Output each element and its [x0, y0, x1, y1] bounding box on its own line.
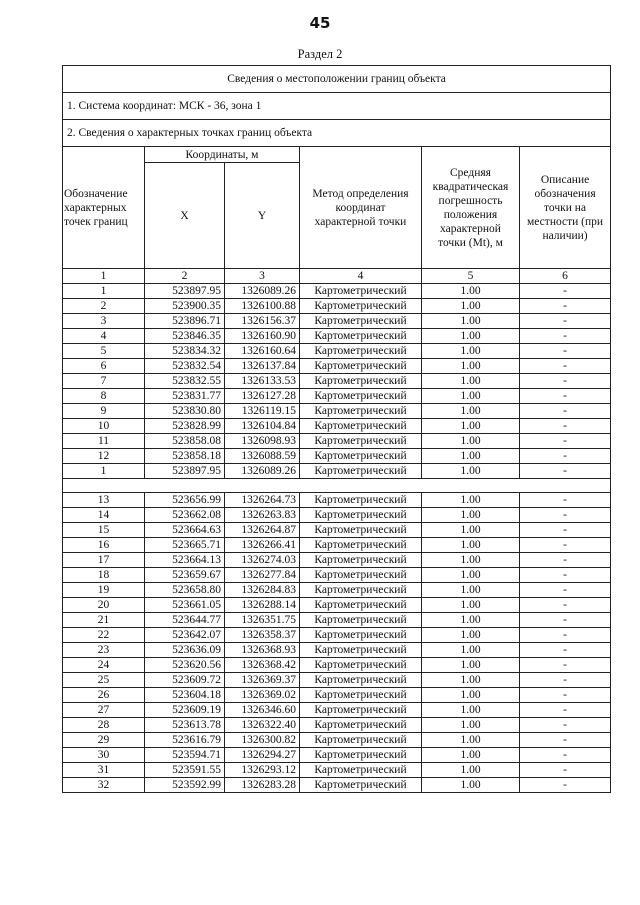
cell-y: 1326263.83	[225, 508, 300, 523]
cell-x: 523834.32	[145, 344, 225, 359]
cell-method: Картометрический	[300, 284, 422, 299]
cell-description: -	[520, 598, 611, 613]
page-number: 45	[309, 14, 331, 32]
cell-accuracy: 1.00	[422, 493, 520, 508]
cell-description: -	[520, 449, 611, 464]
cell-description: -	[520, 673, 611, 688]
cell-accuracy: 1.00	[422, 389, 520, 404]
cell-accuracy: 1.00	[422, 643, 520, 658]
cell-point-number: 27	[63, 703, 145, 718]
cell-method: Картометрический	[300, 329, 422, 344]
cell-y: 1326322.40	[225, 718, 300, 733]
table-row	[63, 538, 611, 553]
cell-accuracy: 1.00	[422, 359, 520, 374]
cell-description: -	[520, 748, 611, 763]
cell-method: Картометрический	[300, 568, 422, 583]
column-number: 6	[520, 269, 611, 284]
table-row	[63, 763, 611, 778]
column-number: 1	[63, 269, 145, 284]
cell-x: 523897.95	[145, 284, 225, 299]
cell-y: 1326266.41	[225, 538, 300, 553]
cell-y: 1326160.64	[225, 344, 300, 359]
cell-accuracy: 1.00	[422, 673, 520, 688]
cell-method: Картометрический	[300, 374, 422, 389]
cell-y: 1326284.83	[225, 583, 300, 598]
separator-cell	[63, 479, 611, 493]
cell-x: 523828.99	[145, 419, 225, 434]
cell-point-number: 3	[63, 314, 145, 329]
cell-accuracy: 1.00	[422, 523, 520, 538]
cell-y: 1326369.37	[225, 673, 300, 688]
cell-description: -	[520, 538, 611, 553]
cell-accuracy: 1.00	[422, 344, 520, 359]
cell-y: 1326156.37	[225, 314, 300, 329]
cell-method: Картометрический	[300, 583, 422, 598]
cell-x: 523832.54	[145, 359, 225, 374]
cell-y: 1326264.87	[225, 523, 300, 538]
cell-description: -	[520, 763, 611, 778]
cell-x: 523830.80	[145, 404, 225, 419]
cell-x: 523656.99	[145, 493, 225, 508]
cell-point-number: 18	[63, 568, 145, 583]
table-row	[63, 643, 611, 658]
cell-method: Картометрический	[300, 673, 422, 688]
cell-method: Картометрический	[300, 523, 422, 538]
table-row	[63, 508, 611, 523]
cell-accuracy: 1.00	[422, 449, 520, 464]
cell-y: 1326283.28	[225, 778, 300, 793]
cell-accuracy: 1.00	[422, 613, 520, 628]
cell-description: -	[520, 628, 611, 643]
cell-x: 523636.09	[145, 643, 225, 658]
cell-x: 523659.67	[145, 568, 225, 583]
cell-x: 523900.35	[145, 299, 225, 314]
cell-accuracy: 1.00	[422, 314, 520, 329]
cell-y: 1326160.90	[225, 329, 300, 344]
cell-x: 523858.18	[145, 449, 225, 464]
cell-point-number: 2	[63, 299, 145, 314]
header-x: X	[145, 163, 225, 269]
cell-x: 523609.19	[145, 703, 225, 718]
table-row	[63, 329, 611, 344]
cell-y: 1326368.93	[225, 643, 300, 658]
table-row	[63, 733, 611, 748]
cell-method: Картометрический	[300, 464, 422, 479]
cell-description: -	[520, 359, 611, 374]
cell-x: 523664.13	[145, 553, 225, 568]
cell-point-number: 8	[63, 389, 145, 404]
points-heading: 2. Сведения о характерных точках границ объекта	[63, 120, 611, 147]
table-row	[63, 628, 611, 643]
cell-point-number: 23	[63, 643, 145, 658]
cell-accuracy: 1.00	[422, 778, 520, 793]
cell-description: -	[520, 703, 611, 718]
table-row	[63, 359, 611, 374]
cell-method: Картометрический	[300, 314, 422, 329]
table-row	[63, 583, 611, 598]
table-row	[63, 688, 611, 703]
cell-point-number: 9	[63, 404, 145, 419]
boundary-points-table	[62, 65, 611, 793]
cell-method: Картометрический	[300, 688, 422, 703]
cell-description: -	[520, 643, 611, 658]
cell-method: Картометрический	[300, 344, 422, 359]
cell-method: Картометрический	[300, 493, 422, 508]
cell-description: -	[520, 434, 611, 449]
table-row	[63, 314, 611, 329]
cell-method: Картометрический	[300, 748, 422, 763]
cell-point-number: 12	[63, 449, 145, 464]
cell-accuracy: 1.00	[422, 508, 520, 523]
cell-method: Картометрический	[300, 538, 422, 553]
cell-description: -	[520, 658, 611, 673]
cell-accuracy: 1.00	[422, 628, 520, 643]
cell-description: -	[520, 688, 611, 703]
cell-y: 1326137.84	[225, 359, 300, 374]
cell-x: 523591.55	[145, 763, 225, 778]
header-accuracy: Средняя квадратическая погрешность положения характерной точки (Mt), м	[422, 147, 520, 269]
cell-y: 1326358.37	[225, 628, 300, 643]
cell-x: 523642.07	[145, 628, 225, 643]
cell-method: Картометрический	[300, 553, 422, 568]
cell-method: Картометрический	[300, 613, 422, 628]
table-row	[63, 718, 611, 733]
cell-accuracy: 1.00	[422, 583, 520, 598]
cell-y: 1326264.73	[225, 493, 300, 508]
table-title: Сведения о местоположении границ объекта	[63, 66, 611, 93]
table-row	[63, 284, 611, 299]
cell-y: 1326133.53	[225, 374, 300, 389]
table-row	[63, 464, 611, 479]
cell-method: Картометрический	[300, 359, 422, 374]
table-row	[63, 748, 611, 763]
cell-description: -	[520, 508, 611, 523]
cell-point-number: 4	[63, 329, 145, 344]
cell-point-number: 1	[63, 284, 145, 299]
cell-method: Картометрический	[300, 718, 422, 733]
cell-description: -	[520, 493, 611, 508]
cell-y: 1326088.59	[225, 449, 300, 464]
cell-x: 523832.55	[145, 374, 225, 389]
cell-x: 523644.77	[145, 613, 225, 628]
cell-x: 523896.71	[145, 314, 225, 329]
cell-y: 1326100.88	[225, 299, 300, 314]
cell-accuracy: 1.00	[422, 419, 520, 434]
cell-y: 1326277.84	[225, 568, 300, 583]
cell-method: Картометрический	[300, 643, 422, 658]
cell-accuracy: 1.00	[422, 568, 520, 583]
cell-point-number: 1	[63, 464, 145, 479]
header-method: Метод определения координат характерной точки	[300, 147, 422, 269]
cell-method: Картометрический	[300, 419, 422, 434]
table-row	[63, 449, 611, 464]
section-label: Раздел 2	[297, 47, 343, 61]
cell-description: -	[520, 583, 611, 598]
table-row	[63, 673, 611, 688]
cell-accuracy: 1.00	[422, 299, 520, 314]
cell-point-number: 28	[63, 718, 145, 733]
cell-accuracy: 1.00	[422, 598, 520, 613]
cell-accuracy: 1.00	[422, 434, 520, 449]
cell-description: -	[520, 419, 611, 434]
cell-method: Картометрический	[300, 598, 422, 613]
cell-y: 1326288.14	[225, 598, 300, 613]
cell-point-number: 25	[63, 673, 145, 688]
cell-x: 523594.71	[145, 748, 225, 763]
cell-description: -	[520, 568, 611, 583]
cell-y: 1326098.93	[225, 434, 300, 449]
cell-accuracy: 1.00	[422, 404, 520, 419]
cell-point-number: 31	[63, 763, 145, 778]
cell-point-number: 19	[63, 583, 145, 598]
cell-point-number: 15	[63, 523, 145, 538]
cell-y: 1326368.42	[225, 658, 300, 673]
cell-description: -	[520, 314, 611, 329]
cell-description: -	[520, 733, 611, 748]
table-row	[63, 613, 611, 628]
cell-y: 1326104.84	[225, 419, 300, 434]
table-row	[63, 389, 611, 404]
cell-method: Картометрический	[300, 508, 422, 523]
cell-accuracy: 1.00	[422, 284, 520, 299]
table-row	[63, 778, 611, 793]
cell-y: 1326294.27	[225, 748, 300, 763]
cell-x: 523665.71	[145, 538, 225, 553]
cell-description: -	[520, 284, 611, 299]
table-row	[63, 374, 611, 389]
cell-point-number: 32	[63, 778, 145, 793]
cell-y: 1326351.75	[225, 613, 300, 628]
cell-description: -	[520, 404, 611, 419]
table-row	[63, 553, 611, 568]
cell-y: 1326293.12	[225, 763, 300, 778]
cell-method: Картометрический	[300, 658, 422, 673]
cell-point-number: 10	[63, 419, 145, 434]
cell-description: -	[520, 374, 611, 389]
column-number: 5	[422, 269, 520, 284]
cell-description: -	[520, 613, 611, 628]
coordinate-system: 1. Система координат: МСК - 36, зона 1	[63, 93, 611, 120]
cell-description: -	[520, 329, 611, 344]
cell-method: Картометрический	[300, 299, 422, 314]
table-row	[63, 299, 611, 314]
column-numbers-row	[63, 269, 611, 284]
cell-point-number: 17	[63, 553, 145, 568]
cell-point-number: 14	[63, 508, 145, 523]
cell-method: Картометрический	[300, 449, 422, 464]
cell-accuracy: 1.00	[422, 538, 520, 553]
cell-y: 1326119.15	[225, 404, 300, 419]
cell-y: 1326300.82	[225, 733, 300, 748]
cell-point-number: 26	[63, 688, 145, 703]
cell-point-number: 7	[63, 374, 145, 389]
table-row	[63, 493, 611, 508]
cell-y: 1326369.02	[225, 688, 300, 703]
cell-x: 523661.05	[145, 598, 225, 613]
cell-accuracy: 1.00	[422, 464, 520, 479]
cell-description: -	[520, 523, 611, 538]
header-designation: Обозначение характерных точек границ	[63, 147, 145, 269]
cell-method: Картометрический	[300, 389, 422, 404]
cell-x: 523620.56	[145, 658, 225, 673]
cell-method: Картометрический	[300, 763, 422, 778]
cell-x: 523664.63	[145, 523, 225, 538]
cell-point-number: 22	[63, 628, 145, 643]
cell-description: -	[520, 299, 611, 314]
column-number: 2	[145, 269, 225, 284]
cell-method: Картометрический	[300, 404, 422, 419]
cell-method: Картометрический	[300, 628, 422, 643]
cell-method: Картометрический	[300, 778, 422, 793]
cell-description: -	[520, 389, 611, 404]
cell-x: 523616.79	[145, 733, 225, 748]
table-row	[63, 419, 611, 434]
cell-accuracy: 1.00	[422, 329, 520, 344]
cell-accuracy: 1.00	[422, 733, 520, 748]
cell-point-number: 30	[63, 748, 145, 763]
table-row	[63, 703, 611, 718]
table-row	[63, 598, 611, 613]
cell-point-number: 5	[63, 344, 145, 359]
table-row	[63, 434, 611, 449]
cell-accuracy: 1.00	[422, 688, 520, 703]
cell-accuracy: 1.00	[422, 374, 520, 389]
cell-method: Картометрический	[300, 434, 422, 449]
column-number: 4	[300, 269, 422, 284]
header-y: Y	[225, 163, 300, 269]
table-row	[63, 568, 611, 583]
cell-y: 1326127.28	[225, 389, 300, 404]
cell-description: -	[520, 718, 611, 733]
cell-x: 523831.77	[145, 389, 225, 404]
cell-x: 523658.80	[145, 583, 225, 598]
cell-x: 523613.78	[145, 718, 225, 733]
cell-x: 523592.99	[145, 778, 225, 793]
separator-row	[63, 479, 611, 493]
table-row	[63, 344, 611, 359]
header-description: Описание обозначения точки на местности (при наличии)	[520, 147, 611, 269]
cell-description: -	[520, 464, 611, 479]
cell-method: Картометрический	[300, 703, 422, 718]
cell-accuracy: 1.00	[422, 763, 520, 778]
column-number: 3	[225, 269, 300, 284]
cell-point-number: 20	[63, 598, 145, 613]
cell-point-number: 6	[63, 359, 145, 374]
cell-x: 523897.95	[145, 464, 225, 479]
cell-y: 1326089.26	[225, 464, 300, 479]
cell-x: 523609.72	[145, 673, 225, 688]
cell-x: 523846.35	[145, 329, 225, 344]
table-row	[63, 658, 611, 673]
cell-y: 1326346.60	[225, 703, 300, 718]
cell-description: -	[520, 553, 611, 568]
cell-accuracy: 1.00	[422, 658, 520, 673]
cell-point-number: 11	[63, 434, 145, 449]
cell-point-number: 29	[63, 733, 145, 748]
cell-accuracy: 1.00	[422, 553, 520, 568]
cell-x: 523604.18	[145, 688, 225, 703]
cell-point-number: 13	[63, 493, 145, 508]
cell-y: 1326089.26	[225, 284, 300, 299]
cell-y: 1326274.03	[225, 553, 300, 568]
cell-x: 523662.08	[145, 508, 225, 523]
cell-point-number: 16	[63, 538, 145, 553]
table-row	[63, 404, 611, 419]
cell-point-number: 21	[63, 613, 145, 628]
cell-accuracy: 1.00	[422, 718, 520, 733]
header-coordinates: Координаты, м	[145, 147, 300, 163]
table-row	[63, 523, 611, 538]
cell-description: -	[520, 778, 611, 793]
cell-accuracy: 1.00	[422, 748, 520, 763]
cell-description: -	[520, 344, 611, 359]
cell-point-number: 24	[63, 658, 145, 673]
cell-accuracy: 1.00	[422, 703, 520, 718]
cell-x: 523858.08	[145, 434, 225, 449]
cell-method: Картометрический	[300, 733, 422, 748]
